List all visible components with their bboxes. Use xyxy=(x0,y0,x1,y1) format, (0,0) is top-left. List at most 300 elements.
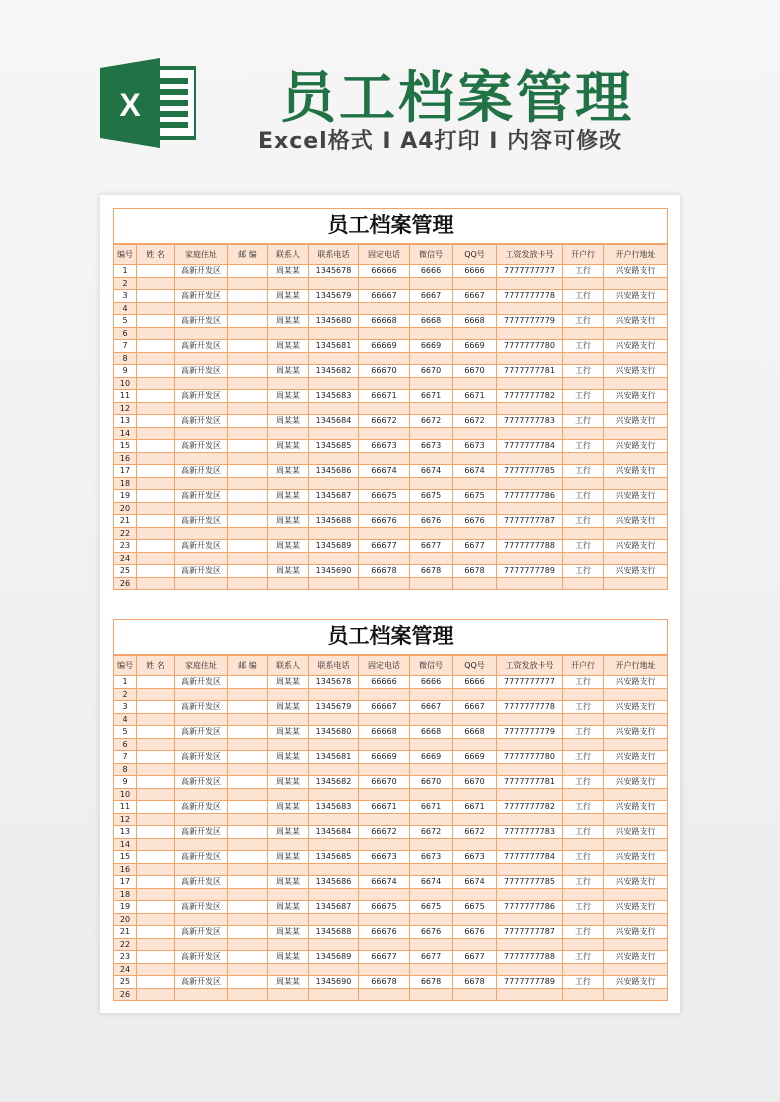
table-cell[interactable] xyxy=(410,863,453,876)
table-cell[interactable] xyxy=(175,327,228,340)
table-cell[interactable] xyxy=(268,788,309,801)
table-cell[interactable] xyxy=(410,813,453,826)
table-cell[interactable]: 兴安路支行 xyxy=(604,315,668,328)
table-cell[interactable] xyxy=(497,938,563,951)
table-cell[interactable] xyxy=(309,302,359,315)
table-cell[interactable] xyxy=(228,377,268,390)
table-cell[interactable] xyxy=(359,452,410,465)
table-cell[interactable] xyxy=(137,365,175,378)
table-cell[interactable] xyxy=(137,963,175,976)
table-cell[interactable] xyxy=(497,988,563,1001)
table-cell[interactable] xyxy=(309,477,359,490)
table-cell[interactable] xyxy=(359,327,410,340)
table-cell[interactable] xyxy=(228,402,268,415)
table-cell[interactable]: 6666 xyxy=(410,265,453,278)
table-cell[interactable]: 5 xyxy=(114,726,137,739)
table-cell[interactable] xyxy=(497,577,563,590)
table-cell[interactable]: 19 xyxy=(114,901,137,914)
table-cell[interactable] xyxy=(137,327,175,340)
table-cell[interactable]: 高新开发区 xyxy=(175,290,228,303)
table-cell[interactable]: 高新开发区 xyxy=(175,926,228,939)
table-cell[interactable]: 6670 xyxy=(410,365,453,378)
table-cell[interactable] xyxy=(604,552,668,565)
table-cell[interactable]: 兴安路支行 xyxy=(604,540,668,553)
table-cell[interactable]: 1345678 xyxy=(309,676,359,689)
table-cell[interactable] xyxy=(410,527,453,540)
table-cell[interactable]: 1345690 xyxy=(309,976,359,989)
table-cell[interactable]: 6673 xyxy=(410,851,453,864)
table-cell[interactable]: 7777777781 xyxy=(497,776,563,789)
table-cell[interactable] xyxy=(137,701,175,714)
table-cell[interactable]: 6669 xyxy=(453,340,497,353)
table-cell[interactable]: 25 xyxy=(114,976,137,989)
table-cell[interactable] xyxy=(410,713,453,726)
table-cell[interactable] xyxy=(309,402,359,415)
table-cell[interactable] xyxy=(228,926,268,939)
table-cell[interactable]: 6668 xyxy=(410,726,453,739)
table-cell[interactable]: 兴安路支行 xyxy=(604,901,668,914)
table-cell[interactable] xyxy=(497,838,563,851)
table-cell[interactable]: 工行 xyxy=(563,340,604,353)
table-cell[interactable] xyxy=(563,913,604,926)
table-cell[interactable]: 6678 xyxy=(410,565,453,578)
table-cell[interactable] xyxy=(228,726,268,739)
table-cell[interactable] xyxy=(410,452,453,465)
table-cell[interactable]: 1345688 xyxy=(309,515,359,528)
table-cell[interactable] xyxy=(497,402,563,415)
table-cell[interactable] xyxy=(268,427,309,440)
table-cell[interactable] xyxy=(309,938,359,951)
table-cell[interactable]: 高新开发区 xyxy=(175,751,228,764)
table-cell[interactable] xyxy=(497,888,563,901)
table-cell[interactable]: 高新开发区 xyxy=(175,951,228,964)
table-cell[interactable] xyxy=(410,477,453,490)
table-cell[interactable]: 7777777787 xyxy=(497,515,563,528)
table-cell[interactable]: 66678 xyxy=(359,565,410,578)
table-cell[interactable] xyxy=(137,440,175,453)
table-cell[interactable] xyxy=(497,863,563,876)
table-cell[interactable] xyxy=(604,988,668,1001)
table-cell[interactable] xyxy=(453,988,497,1001)
table-cell[interactable] xyxy=(359,477,410,490)
table-cell[interactable] xyxy=(359,913,410,926)
table-cell[interactable] xyxy=(359,427,410,440)
table-cell[interactable] xyxy=(497,913,563,926)
table-cell[interactable] xyxy=(137,901,175,914)
table-cell[interactable] xyxy=(563,988,604,1001)
table-cell[interactable] xyxy=(137,776,175,789)
table-cell[interactable] xyxy=(228,688,268,701)
table-cell[interactable]: 15 xyxy=(114,851,137,864)
table-cell[interactable]: 工行 xyxy=(563,565,604,578)
table-cell[interactable] xyxy=(497,502,563,515)
table-cell[interactable] xyxy=(137,315,175,328)
table-cell[interactable] xyxy=(604,577,668,590)
table-cell[interactable]: 高新开发区 xyxy=(175,701,228,714)
table-cell[interactable]: 7777777781 xyxy=(497,365,563,378)
table-cell[interactable]: 7777777779 xyxy=(497,726,563,739)
table-cell[interactable]: 高新开发区 xyxy=(175,976,228,989)
table-cell[interactable]: 66674 xyxy=(359,465,410,478)
table-cell[interactable] xyxy=(604,427,668,440)
table-cell[interactable]: 6673 xyxy=(410,440,453,453)
table-cell[interactable]: 7777777785 xyxy=(497,465,563,478)
table-cell[interactable] xyxy=(604,402,668,415)
table-cell[interactable]: 周某某 xyxy=(268,876,309,889)
table-cell[interactable]: 6676 xyxy=(453,515,497,528)
table-cell[interactable]: 1345681 xyxy=(309,751,359,764)
table-cell[interactable] xyxy=(309,838,359,851)
table-cell[interactable] xyxy=(228,763,268,776)
table-cell[interactable]: 7777777777 xyxy=(497,265,563,278)
table-cell[interactable]: 6 xyxy=(114,738,137,751)
table-cell[interactable] xyxy=(137,390,175,403)
table-cell[interactable] xyxy=(604,452,668,465)
table-cell[interactable] xyxy=(309,352,359,365)
table-cell[interactable] xyxy=(453,302,497,315)
table-cell[interactable]: 22 xyxy=(114,938,137,951)
table-cell[interactable] xyxy=(497,427,563,440)
table-cell[interactable] xyxy=(175,813,228,826)
table-cell[interactable]: 周某某 xyxy=(268,340,309,353)
table-cell[interactable] xyxy=(175,577,228,590)
table-cell[interactable] xyxy=(175,688,228,701)
table-cell[interactable] xyxy=(309,738,359,751)
table-cell[interactable]: 17 xyxy=(114,876,137,889)
table-cell[interactable]: 高新开发区 xyxy=(175,465,228,478)
table-cell[interactable] xyxy=(359,813,410,826)
table-cell[interactable]: 1345688 xyxy=(309,926,359,939)
table-cell[interactable]: 7777777778 xyxy=(497,701,563,714)
table-cell[interactable]: 高新开发区 xyxy=(175,901,228,914)
table-cell[interactable] xyxy=(604,788,668,801)
table-cell[interactable] xyxy=(268,477,309,490)
table-cell[interactable]: 周某某 xyxy=(268,901,309,914)
table-cell[interactable] xyxy=(453,277,497,290)
table-cell[interactable]: 高新开发区 xyxy=(175,540,228,553)
table-cell[interactable] xyxy=(175,527,228,540)
table-cell[interactable] xyxy=(453,688,497,701)
table-cell[interactable] xyxy=(359,838,410,851)
table-cell[interactable] xyxy=(228,340,268,353)
table-cell[interactable] xyxy=(137,477,175,490)
table-cell[interactable] xyxy=(604,763,668,776)
table-cell[interactable]: 1345678 xyxy=(309,265,359,278)
table-cell[interactable]: 6670 xyxy=(410,776,453,789)
table-cell[interactable]: 26 xyxy=(114,988,137,1001)
table-cell[interactable] xyxy=(453,427,497,440)
table-cell[interactable] xyxy=(228,477,268,490)
table-cell[interactable] xyxy=(410,913,453,926)
table-cell[interactable] xyxy=(359,527,410,540)
table-cell[interactable] xyxy=(563,552,604,565)
table-cell[interactable]: 6678 xyxy=(453,976,497,989)
table-cell[interactable] xyxy=(228,838,268,851)
table-cell[interactable]: 周某某 xyxy=(268,565,309,578)
table-cell[interactable]: 1345679 xyxy=(309,290,359,303)
table-cell[interactable] xyxy=(137,540,175,553)
table-cell[interactable]: 1 xyxy=(114,676,137,689)
table-cell[interactable] xyxy=(175,552,228,565)
table-cell[interactable]: 7777777780 xyxy=(497,751,563,764)
table-cell[interactable] xyxy=(268,963,309,976)
table-cell[interactable] xyxy=(268,302,309,315)
table-cell[interactable] xyxy=(453,738,497,751)
table-cell[interactable]: 高新开发区 xyxy=(175,440,228,453)
table-cell[interactable]: 兴安路支行 xyxy=(604,751,668,764)
table-cell[interactable] xyxy=(137,876,175,889)
table-cell[interactable]: 4 xyxy=(114,713,137,726)
table-cell[interactable] xyxy=(228,577,268,590)
table-cell[interactable] xyxy=(604,838,668,851)
table-cell[interactable]: 兴安路支行 xyxy=(604,490,668,503)
table-cell[interactable] xyxy=(228,876,268,889)
table-cell[interactable]: 9 xyxy=(114,365,137,378)
table-cell[interactable] xyxy=(137,738,175,751)
table-cell[interactable]: 1345680 xyxy=(309,315,359,328)
table-cell[interactable]: 7 xyxy=(114,751,137,764)
table-cell[interactable] xyxy=(359,552,410,565)
table-cell[interactable]: 1345684 xyxy=(309,826,359,839)
table-cell[interactable] xyxy=(309,452,359,465)
table-cell[interactable] xyxy=(175,477,228,490)
table-cell[interactable]: 工行 xyxy=(563,901,604,914)
table-cell[interactable] xyxy=(137,913,175,926)
table-cell[interactable] xyxy=(359,688,410,701)
table-cell[interactable] xyxy=(175,402,228,415)
table-cell[interactable] xyxy=(268,888,309,901)
table-cell[interactable] xyxy=(228,515,268,528)
table-cell[interactable]: 1345687 xyxy=(309,490,359,503)
table-cell[interactable]: 6669 xyxy=(453,751,497,764)
table-cell[interactable] xyxy=(175,988,228,1001)
table-cell[interactable] xyxy=(137,888,175,901)
table-cell[interactable] xyxy=(359,963,410,976)
table-cell[interactable] xyxy=(453,938,497,951)
table-cell[interactable]: 66670 xyxy=(359,776,410,789)
table-cell[interactable] xyxy=(309,688,359,701)
table-cell[interactable] xyxy=(175,763,228,776)
table-cell[interactable]: 3 xyxy=(114,290,137,303)
table-cell[interactable]: 23 xyxy=(114,540,137,553)
table-cell[interactable] xyxy=(228,490,268,503)
table-cell[interactable]: 6671 xyxy=(410,390,453,403)
table-cell[interactable] xyxy=(453,502,497,515)
table-cell[interactable]: 7777777785 xyxy=(497,876,563,889)
table-cell[interactable] xyxy=(563,502,604,515)
table-cell[interactable] xyxy=(137,277,175,290)
table-cell[interactable]: 工行 xyxy=(563,976,604,989)
table-cell[interactable] xyxy=(228,565,268,578)
table-cell[interactable] xyxy=(563,352,604,365)
table-cell[interactable]: 高新开发区 xyxy=(175,676,228,689)
table-cell[interactable]: 工行 xyxy=(563,826,604,839)
table-cell[interactable]: 兴安路支行 xyxy=(604,565,668,578)
table-cell[interactable] xyxy=(228,888,268,901)
table-cell[interactable] xyxy=(453,527,497,540)
table-cell[interactable] xyxy=(228,527,268,540)
table-cell[interactable]: 6676 xyxy=(410,515,453,528)
table-cell[interactable] xyxy=(228,365,268,378)
table-cell[interactable]: 6675 xyxy=(410,901,453,914)
table-cell[interactable] xyxy=(228,540,268,553)
table-cell[interactable] xyxy=(563,302,604,315)
table-cell[interactable]: 12 xyxy=(114,402,137,415)
table-cell[interactable]: 6672 xyxy=(453,826,497,839)
table-cell[interactable]: 66668 xyxy=(359,726,410,739)
table-cell[interactable] xyxy=(563,788,604,801)
table-cell[interactable]: 1345682 xyxy=(309,365,359,378)
table-cell[interactable]: 周某某 xyxy=(268,290,309,303)
table-cell[interactable] xyxy=(309,863,359,876)
table-cell[interactable]: 高新开发区 xyxy=(175,826,228,839)
table-cell[interactable]: 兴安路支行 xyxy=(604,876,668,889)
table-cell[interactable]: 6670 xyxy=(453,776,497,789)
table-cell[interactable] xyxy=(228,863,268,876)
table-cell[interactable] xyxy=(497,738,563,751)
table-cell[interactable] xyxy=(268,402,309,415)
table-cell[interactable]: 66669 xyxy=(359,340,410,353)
table-cell[interactable]: 6677 xyxy=(410,540,453,553)
table-cell[interactable]: 1345686 xyxy=(309,465,359,478)
table-cell[interactable] xyxy=(410,352,453,365)
table-cell[interactable]: 6671 xyxy=(410,801,453,814)
table-cell[interactable] xyxy=(175,838,228,851)
table-cell[interactable] xyxy=(359,577,410,590)
table-cell[interactable] xyxy=(309,913,359,926)
table-cell[interactable] xyxy=(604,277,668,290)
table-cell[interactable]: 1345689 xyxy=(309,951,359,964)
table-cell[interactable] xyxy=(228,776,268,789)
table-cell[interactable] xyxy=(410,963,453,976)
table-cell[interactable] xyxy=(268,552,309,565)
table-cell[interactable]: 6678 xyxy=(410,976,453,989)
table-cell[interactable] xyxy=(137,951,175,964)
table-cell[interactable] xyxy=(410,402,453,415)
table-cell[interactable] xyxy=(268,688,309,701)
table-cell[interactable] xyxy=(175,377,228,390)
table-cell[interactable] xyxy=(604,327,668,340)
table-cell[interactable]: 周某某 xyxy=(268,826,309,839)
table-cell[interactable]: 7777777788 xyxy=(497,951,563,964)
table-cell[interactable]: 7777777789 xyxy=(497,976,563,989)
table-cell[interactable]: 6675 xyxy=(410,490,453,503)
table-cell[interactable]: 兴安路支行 xyxy=(604,701,668,714)
table-cell[interactable]: 周某某 xyxy=(268,801,309,814)
table-cell[interactable] xyxy=(228,302,268,315)
table-cell[interactable]: 周某某 xyxy=(268,515,309,528)
table-cell[interactable] xyxy=(137,490,175,503)
table-cell[interactable]: 66677 xyxy=(359,540,410,553)
table-cell[interactable] xyxy=(137,377,175,390)
table-cell[interactable] xyxy=(453,963,497,976)
table-cell[interactable] xyxy=(563,963,604,976)
table-cell[interactable] xyxy=(410,277,453,290)
table-cell[interactable]: 周某某 xyxy=(268,976,309,989)
table-cell[interactable] xyxy=(604,888,668,901)
table-cell[interactable]: 6667 xyxy=(410,701,453,714)
table-cell[interactable]: 1345687 xyxy=(309,901,359,914)
table-cell[interactable] xyxy=(563,452,604,465)
table-cell[interactable] xyxy=(410,552,453,565)
table-cell[interactable] xyxy=(359,888,410,901)
table-cell[interactable] xyxy=(359,377,410,390)
table-cell[interactable]: 高新开发区 xyxy=(175,876,228,889)
table-cell[interactable]: 1345683 xyxy=(309,801,359,814)
table-cell[interactable] xyxy=(175,888,228,901)
table-cell[interactable] xyxy=(309,527,359,540)
table-cell[interactable]: 6675 xyxy=(453,901,497,914)
table-cell[interactable]: 1345679 xyxy=(309,701,359,714)
table-cell[interactable] xyxy=(268,452,309,465)
table-cell[interactable] xyxy=(309,552,359,565)
table-cell[interactable] xyxy=(497,527,563,540)
table-cell[interactable] xyxy=(309,988,359,1001)
table-cell[interactable] xyxy=(410,938,453,951)
table-cell[interactable]: 7777777783 xyxy=(497,415,563,428)
table-cell[interactable] xyxy=(175,452,228,465)
table-cell[interactable]: 24 xyxy=(114,963,137,976)
table-cell[interactable] xyxy=(410,577,453,590)
table-cell[interactable] xyxy=(137,976,175,989)
table-cell[interactable]: 6677 xyxy=(453,951,497,964)
table-cell[interactable] xyxy=(228,427,268,440)
table-cell[interactable]: 工行 xyxy=(563,926,604,939)
table-cell[interactable]: 兴安路支行 xyxy=(604,851,668,864)
table-cell[interactable] xyxy=(604,352,668,365)
table-cell[interactable]: 6672 xyxy=(453,415,497,428)
table-cell[interactable] xyxy=(228,963,268,976)
table-cell[interactable] xyxy=(410,988,453,1001)
table-cell[interactable] xyxy=(228,502,268,515)
table-cell[interactable] xyxy=(604,527,668,540)
table-cell[interactable]: 6666 xyxy=(453,676,497,689)
table-cell[interactable]: 1345680 xyxy=(309,726,359,739)
table-cell[interactable] xyxy=(137,502,175,515)
table-cell[interactable] xyxy=(563,527,604,540)
table-cell[interactable]: 兴安路支行 xyxy=(604,440,668,453)
table-cell[interactable] xyxy=(453,913,497,926)
table-cell[interactable] xyxy=(137,527,175,540)
table-cell[interactable]: 周某某 xyxy=(268,726,309,739)
table-cell[interactable] xyxy=(137,751,175,764)
table-cell[interactable] xyxy=(497,552,563,565)
table-cell[interactable] xyxy=(604,813,668,826)
table-cell[interactable]: 7777777777 xyxy=(497,676,563,689)
table-cell[interactable] xyxy=(497,302,563,315)
table-cell[interactable]: 工行 xyxy=(563,265,604,278)
table-cell[interactable] xyxy=(137,801,175,814)
table-cell[interactable] xyxy=(309,577,359,590)
table-cell[interactable]: 4 xyxy=(114,302,137,315)
table-cell[interactable] xyxy=(137,452,175,465)
table-cell[interactable] xyxy=(309,963,359,976)
table-cell[interactable] xyxy=(228,738,268,751)
table-cell[interactable]: 周某某 xyxy=(268,365,309,378)
table-cell[interactable]: 13 xyxy=(114,415,137,428)
table-cell[interactable] xyxy=(563,938,604,951)
table-cell[interactable]: 6676 xyxy=(410,926,453,939)
table-cell[interactable] xyxy=(175,913,228,926)
table-cell[interactable]: 6677 xyxy=(453,540,497,553)
table-cell[interactable]: 工行 xyxy=(563,726,604,739)
table-cell[interactable] xyxy=(137,515,175,528)
table-cell[interactable] xyxy=(137,763,175,776)
table-cell[interactable] xyxy=(604,377,668,390)
table-cell[interactable] xyxy=(453,788,497,801)
table-cell[interactable] xyxy=(175,963,228,976)
table-cell[interactable]: 高新开发区 xyxy=(175,515,228,528)
